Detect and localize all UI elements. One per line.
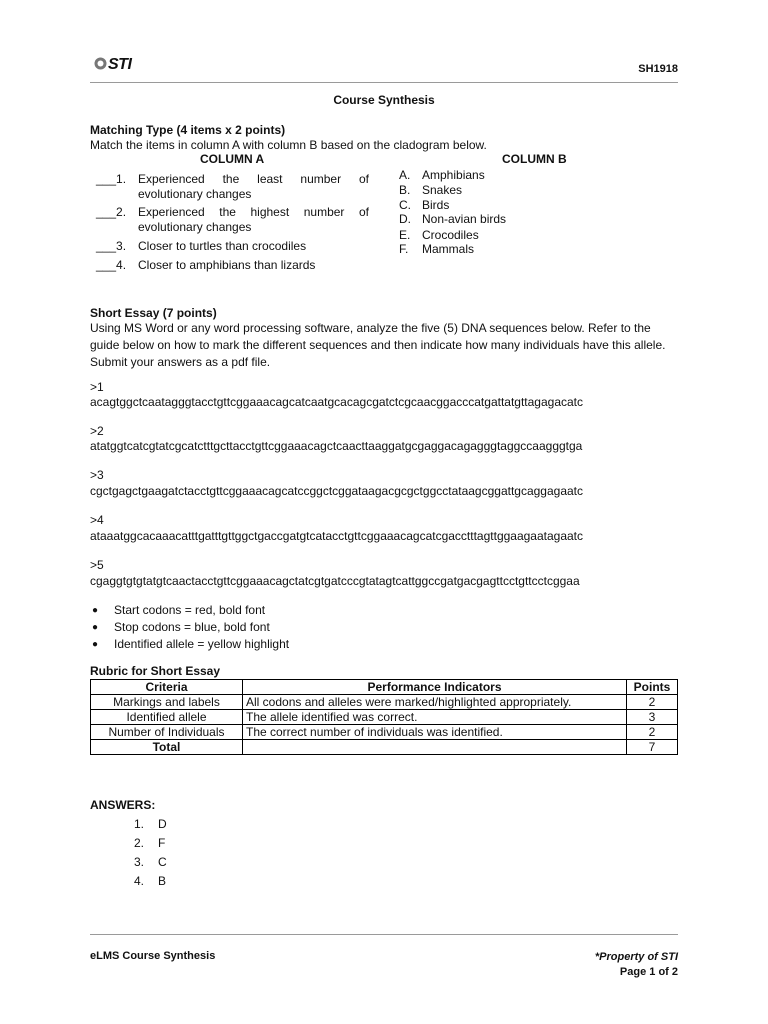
criteria-cell: Identified allele bbox=[91, 710, 243, 725]
dna-sequence: cgaggtgtgtatgtcaactacctgttcggaaacagctatcgtgatcccgtatagtcattggccgatgacgagttcctgttcctcggaa bbox=[90, 574, 580, 588]
sequence-label: >1 bbox=[90, 380, 104, 394]
column-b-item: D. Non-avian birds bbox=[399, 212, 507, 226]
table-total-row bbox=[91, 740, 678, 755]
rubric-table bbox=[90, 679, 678, 755]
essay-instruction: Using MS Word or any word processing software, analyze the five (5) DNA sequences below. Refer to the guide below on how to mark the different sequences and then indicate how many individuals have this allele. Submit your answers as a pdf file. bbox=[90, 321, 666, 369]
indicator-cell: The correct number of individuals was identified. bbox=[243, 725, 627, 740]
indicator-cell: All codons and alleles were marked/highlighted appropriately. bbox=[243, 695, 627, 710]
total-points: 7 bbox=[627, 740, 678, 755]
item-text: Closer to turtles than crocodiles bbox=[138, 239, 307, 253]
column-b-item: A. Amphibians bbox=[399, 168, 485, 182]
bullet-icon: ● bbox=[92, 639, 99, 650]
column-a-item bbox=[96, 239, 369, 254]
guide-item: ● Identified allele = yellow highlight bbox=[92, 637, 290, 651]
header-divider bbox=[90, 82, 678, 83]
answer-item: 3. C bbox=[134, 855, 167, 869]
column-a-item bbox=[96, 205, 369, 235]
column-b-item: C. Birds bbox=[399, 198, 450, 212]
item-number: ___1. bbox=[96, 172, 127, 186]
column-b-item: E. Crocodiles bbox=[399, 228, 479, 242]
bullet-icon: ● bbox=[92, 605, 99, 616]
table-row bbox=[91, 695, 678, 710]
guide-item: ● Stop codons = blue, bold font bbox=[92, 620, 270, 634]
guide-item: ● Start codons = red, bold font bbox=[92, 603, 266, 617]
answer-item: 2. F bbox=[134, 836, 166, 850]
matching-instruction: Match the items in column A with column B based on the cladogram below. bbox=[90, 138, 487, 152]
column-a-item bbox=[96, 258, 369, 273]
criteria-cell: Markings and labels bbox=[91, 695, 243, 710]
item-number: ___2. bbox=[96, 205, 127, 219]
dna-sequence: atatggtcatcgtatcgcatctttgcttacctgttcggaaacagctcaacttaaggatgcgaggacagagggtaggccaagggtga bbox=[90, 439, 583, 453]
points-cell: 3 bbox=[627, 710, 678, 725]
footer-right bbox=[595, 950, 678, 980]
document-id: SH1918 bbox=[638, 63, 678, 75]
dna-sequence: ataaatggcacaaacatttgatttgttggctgaccgatgtcatacctgttcggaaacagcatcgacctttagttggaagaatagaatc bbox=[90, 529, 584, 543]
column-b-label: COLUMN B bbox=[502, 152, 567, 166]
column-a-label: COLUMN A bbox=[200, 152, 265, 166]
column-b-item: B. Snakes bbox=[399, 183, 463, 197]
rubric-heading: Rubric for Short Essay bbox=[90, 664, 221, 678]
sequence-label: >2 bbox=[90, 424, 104, 438]
item-text: Closer to amphibians than lizards bbox=[138, 258, 316, 272]
table-header-row bbox=[91, 680, 678, 695]
matching-heading: Matching Type (4 items x 2 points) bbox=[90, 123, 286, 137]
column-b-item: F. Mammals bbox=[399, 242, 475, 256]
points-cell: 2 bbox=[627, 695, 678, 710]
footer-divider bbox=[90, 934, 678, 935]
answer-item: 4. B bbox=[134, 874, 167, 888]
sequence-label: >5 bbox=[90, 558, 104, 572]
column-header: Points bbox=[627, 680, 678, 695]
item-number: ___3. bbox=[96, 239, 127, 253]
total-label: Total bbox=[91, 740, 243, 755]
sequence-label: >4 bbox=[90, 513, 104, 527]
column-header: Criteria bbox=[91, 680, 243, 695]
answers-heading: ANSWERS: bbox=[90, 798, 156, 812]
column-a-item bbox=[96, 172, 369, 202]
column-header: Performance Indicators bbox=[243, 680, 627, 695]
answer-item: 1. D bbox=[134, 817, 167, 831]
criteria-cell: Number of Individuals bbox=[91, 725, 243, 740]
sti-logo: STI bbox=[94, 56, 131, 74]
page-number: Page 1 of 2 bbox=[619, 966, 678, 978]
table-row bbox=[91, 725, 678, 740]
bullet-icon: ● bbox=[92, 622, 99, 633]
sequence-label: >3 bbox=[90, 468, 104, 482]
points-cell: 2 bbox=[627, 725, 678, 740]
indicator-cell: The allele identified was correct. bbox=[243, 710, 627, 725]
property-notice: *Property of STI bbox=[594, 951, 678, 963]
sti-logo-icon bbox=[94, 57, 107, 70]
essay-heading: Short Essay (7 points) bbox=[90, 306, 217, 320]
indicator-cell bbox=[243, 740, 627, 755]
item-number: ___4. bbox=[96, 258, 127, 272]
footer-course: eLMS Course Synthesis bbox=[90, 950, 216, 962]
dna-sequence: cgctgagctgaagatctacctgttcggaaacagcatccggctcggataagacgcgctggcctataagcggattgcaggagaatc bbox=[90, 484, 584, 498]
item-text: Experienced the least number of evolutionary changes bbox=[138, 172, 369, 201]
table-row bbox=[91, 710, 678, 725]
dna-sequence: acagtggctcaatagggtacctgttcggaaacagcatcaatgcacagcgatctcgcaacggacccatgattatgttagagacatc bbox=[90, 395, 584, 409]
page-title: Course Synthesis bbox=[333, 93, 435, 107]
item-text: Experienced the highest number of evolutionary changes bbox=[138, 205, 369, 234]
